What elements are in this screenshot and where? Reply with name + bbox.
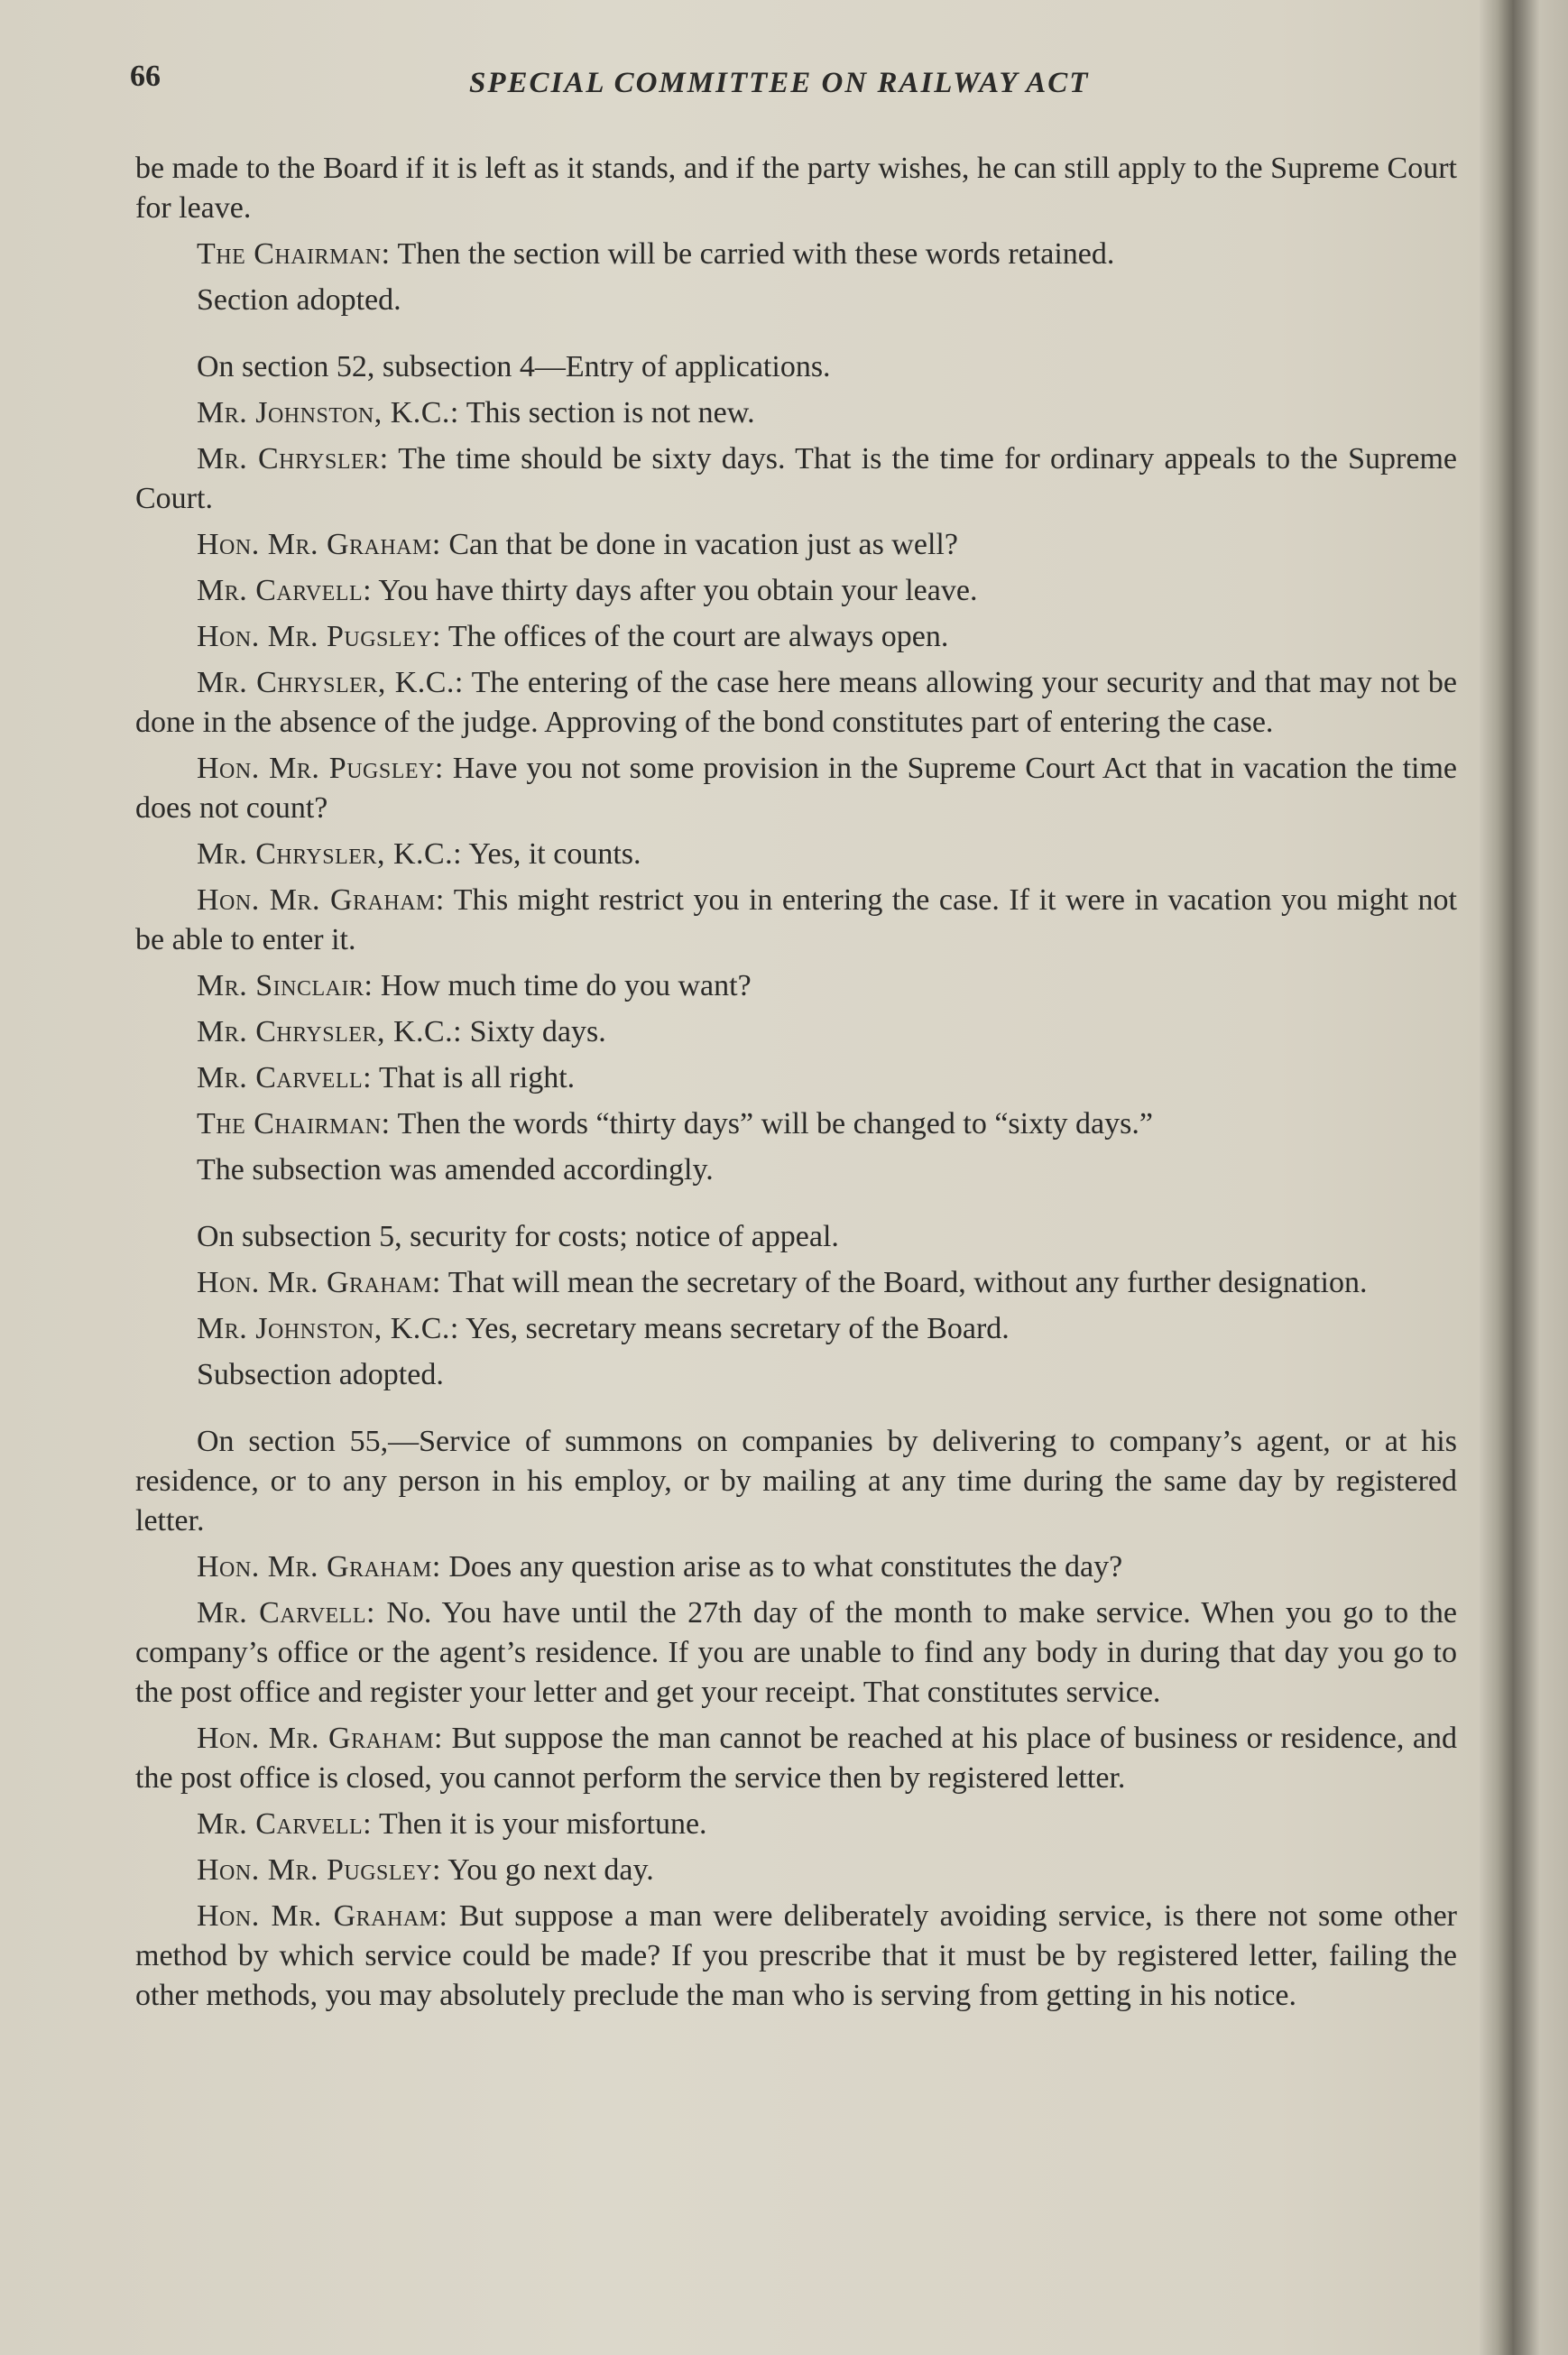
paragraph: Hon. Mr. Graham: But suppose the man cannot be reached at his place of business or residence, and the post office is closed, you cannot perform the service then by registered letter.: [135, 1722, 1458, 1795]
paragraph: Hon. Mr. Graham: That will mean the secretary of the Board, without any further designation.: [197, 1266, 1368, 1299]
paragraph: Hon. Mr. Graham: This might restrict you in entering the case. If it were in vacation you might not be able to enter it.: [135, 883, 1457, 956]
paragraph: Mr. Carvell: No. You have until the 27th day of the month to make service. When you go to the company’s office or the agent’s residence. If you are unable to find any body in during that day you go to the post office and register your letter and get your receipt. That constitutes service.: [135, 1596, 1458, 1709]
paragraph-continuation: be made to the Board if it is left as it stands, and if the party wishes, he can still apply to the Supreme Court for leave.: [135, 152, 1457, 225]
paragraph: Subsection adopted.: [197, 1358, 444, 1391]
speaker-name: The Chairman:: [197, 1107, 391, 1141]
paragraph: Hon. Mr. Graham: But suppose a man were deliberately avoiding service, is there not some other method by which service could be made? If you prescribe that it must be by registered letter, failing the other methods, you may absolutely preclude the man who is serving from getting in his notice.: [135, 1899, 1457, 2012]
speaker-name: Mr. Carvell:: [197, 1807, 373, 1841]
speaker-name: Hon. Mr. Pugsley:: [197, 752, 444, 785]
paragraph: Hon. Mr. Graham: Can that be done in vacation just as well?: [197, 528, 958, 561]
speaker-name: Hon. Mr. Graham:: [197, 1899, 448, 1933]
speaker-name: Mr. Chrysler, K.C.:: [197, 837, 463, 871]
paragraph: The subsection was amended accordingly.: [197, 1153, 714, 1187]
speaker-name: Hon. Mr. Graham:: [197, 1550, 441, 1584]
speaker-name: Mr. Chrysler, K.C.:: [197, 1015, 463, 1048]
running-head: SPECIAL COMMITTEE ON RAILWAY ACT: [469, 67, 1090, 99]
paragraph: Hon. Mr. Pugsley: The offices of the court are always open.: [197, 620, 949, 653]
paragraph: The Chairman: Then the words “thirty days” will be changed to “sixty days.”: [197, 1107, 1153, 1141]
paragraph: Mr. Chrysler: The time should be sixty days. That is the time for ordinary appeals to the Supreme Court.: [135, 442, 1457, 515]
paragraph: Mr. Carvell: Then it is your misfortune.: [197, 1807, 707, 1841]
speaker-name: Mr. Sinclair:: [197, 969, 374, 1002]
section-heading-paragraph: On subsection 5, security for costs; notice of appeal.: [197, 1220, 839, 1253]
paragraph: Mr. Chrysler, K.C.: Yes, it counts.: [197, 837, 641, 871]
speaker-name: Hon. Mr. Graham:: [197, 883, 445, 917]
speaker-name: Mr. Johnston, K.C.:: [197, 1312, 459, 1345]
speaker-name: Mr. Carvell:: [197, 574, 373, 607]
paragraph: Mr. Carvell: You have thirty days after you obtain your leave.: [197, 574, 978, 607]
speaker-name: Hon. Mr. Pugsley:: [197, 620, 441, 653]
page-number: 66: [130, 60, 161, 93]
speaker-name: Hon. Mr. Graham:: [197, 528, 441, 561]
paragraph: Section adopted.: [197, 283, 401, 317]
paragraph: Mr. Chrysler, K.C.: The entering of the case here means allowing your security and that may not be done in the absence of the judge. Approving of the bond constitutes part of entering the case.: [135, 666, 1457, 739]
paragraph: Hon. Mr. Graham: Does any question arise as to what constitutes the day?: [197, 1550, 1123, 1584]
paragraph: Hon. Mr. Pugsley: Have you not some provision in the Supreme Court Act that in vacation the time does not count?: [135, 752, 1457, 825]
speaker-name: Hon. Mr. Graham:: [197, 1722, 443, 1755]
page-header: [126, 56, 1462, 110]
speaker-name: Mr. Carvell:: [197, 1596, 375, 1630]
speaker-name: Mr. Johnston, K.C.:: [197, 396, 459, 429]
paragraph: Hon. Mr. Pugsley: You go next day.: [197, 1853, 654, 1887]
document-body: [135, 149, 1457, 2022]
paragraph: Mr. Johnston, K.C.: This section is not new.: [197, 396, 755, 429]
section-heading-paragraph: On section 52, subsection 4—Entry of applications.: [197, 350, 831, 383]
book-gutter: [1480, 0, 1568, 2355]
paragraph: Mr. Sinclair: How much time do you want?: [197, 969, 752, 1002]
speaker-name: Hon. Mr. Pugsley:: [197, 1853, 441, 1887]
speaker-name: The Chairman:: [197, 237, 391, 271]
paragraph: Mr. Chrysler, K.C.: Sixty days.: [197, 1015, 606, 1048]
speaker-name: Mr. Chrysler, K.C.:: [197, 666, 464, 699]
section-heading-paragraph: On section 55,—Service of summons on companies by delivering to company’s agent, or at his residence, or to any person in his employ, or by mailing at any time during the same day by registered letter.: [135, 1425, 1457, 1538]
speaker-name: Mr. Carvell:: [197, 1061, 373, 1094]
paragraph: Mr. Johnston, K.C.: Yes, secretary means secretary of the Board.: [197, 1312, 1010, 1345]
paragraph: Mr. Carvell: That is all right.: [197, 1061, 576, 1094]
speaker-name: Mr. Chrysler:: [197, 442, 389, 476]
paragraph: The Chairman: Then the section will be carried with these words retained.: [197, 237, 1115, 271]
speaker-name: Hon. Mr. Graham:: [197, 1266, 441, 1299]
